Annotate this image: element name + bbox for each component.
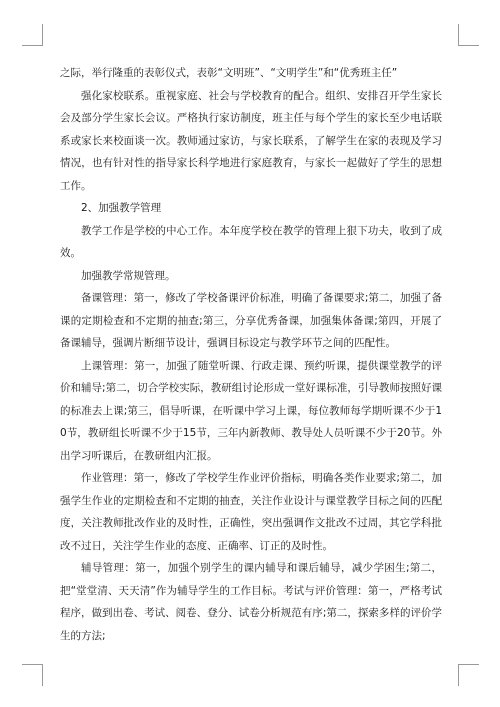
paragraph-class-management: 上课管理：第一，加强了随堂听课、行政走课、预约听课，提供课堂教学的评价和辅导;第二，切合学校实际，教研组讨论形成一堂好课标准，引导教师按照好课的标准去上课;第三，倡导听课，在听课中学习上课，每位教师每学期听课不少于10节，教研组长听课不少于15节，三年内新教师、教导处人员听课不少于20节。外出学习听课后，在教研组内汇报。 (60, 359, 442, 462)
paragraph-homework-management: 作业管理：第一，修改了学校学生作业评价指标，明确各类作业要求;第二，加强学生作业的定期检查和不定期的抽查，关注作业设计与课堂教学目标之间的匹配度，关注教师批改作业的及时性，正确性，突出强调作文批改不过周，其它学科批改不过日，关注学生作业的态度、正确率、订正的及时性。 (60, 472, 442, 552)
crop-mark-bottom-left-vertical (42, 664, 43, 686)
crop-mark-top-right-vertical (458, 24, 459, 46)
section-heading-teaching-management: 2、加强教学管理 (81, 202, 162, 214)
crop-mark-top-left-horizontal (22, 45, 43, 46)
paragraph-routine-management: 加强教学常规管理。 (81, 269, 176, 282)
paragraph-tutoring-management: 辅导管理：第一，加强个别学生的课内辅导和课后辅导，减少学困生;第二，把“堂堂清、天天清”作为辅导学生的工作目标。考试与评价管理：第一，严格考试程序，做到出卷、考试、阅卷、登分、试卷分析规范有序;第二，探索多样的评价学生的方法; (60, 562, 442, 642)
paragraph-home-school-contact: 强化家校联系。重视家庭、社会与学校教育的配合。组织、安排召开学生家长会及部分学生家长会议。严格执行家访制度，班主任与每个学生的家长至少电话联系或家长来校面谈一次。教师通过家访，与家长联系，了解学生在家的表现及学习情况，也有针对性的指导家长科学地进行家庭教育，与家长一起做好了学生的思想工作。 (60, 89, 442, 192)
paragraph-lesson-prep-management: 备课管理：第一，修改了学校备课评价标准，明确了备课要求;第二，加强了备课的定期检查和不定期的抽查;第三，分享优秀备课，加强集体备课;第四，开展了备课辅导，强调片断细节设计，强调目标设定与教学环节之间的匹配性。 (60, 292, 442, 349)
crop-mark-top-left-vertical (42, 24, 43, 46)
document-body (60, 62, 442, 647)
crop-mark-top-right-horizontal (458, 45, 479, 46)
crop-mark-bottom-left-horizontal (22, 664, 43, 665)
paragraph-teaching-center: 教学工作是学校的中心工作。本年度学校在教学的管理上狠下功夫，收到了成效。 (60, 224, 442, 259)
paragraph-award-ceremony: 之际，举行隆重的表彰仪式，表彰“文明班”、“文明学生”和“优秀班主任” (60, 67, 398, 79)
crop-mark-bottom-right-vertical (458, 664, 459, 686)
crop-mark-bottom-right-horizontal (458, 664, 479, 665)
